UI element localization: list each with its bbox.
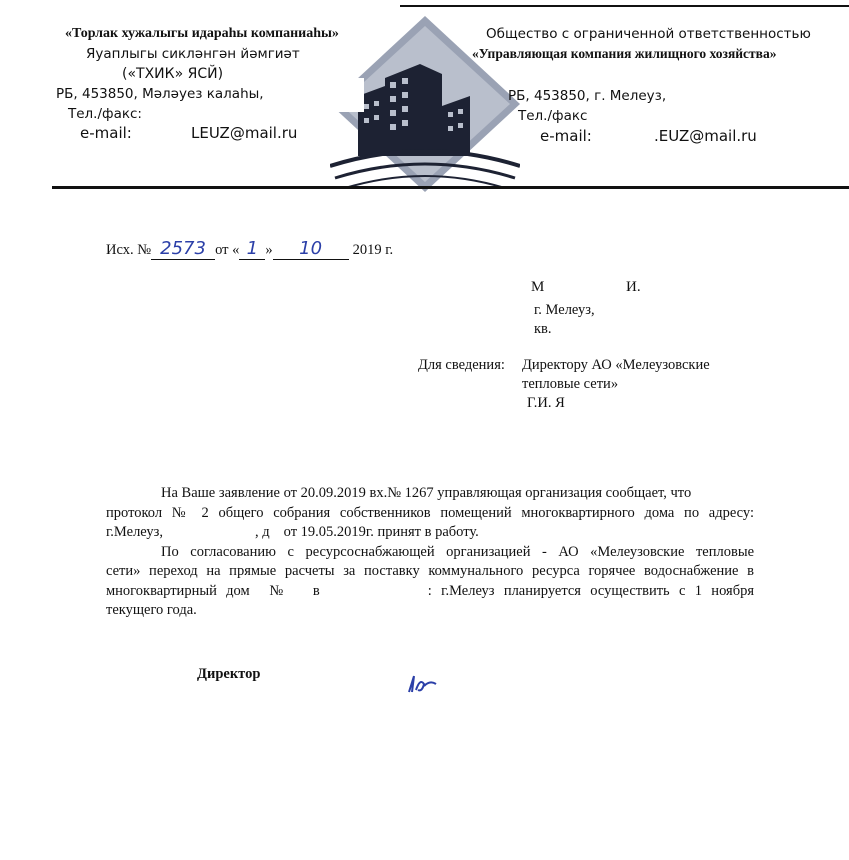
header-right-email-label: e-mail: bbox=[540, 127, 592, 145]
body-p2-line3: многоквартирный дом № в : г.Мелеуз планируется осуществить с 1 ноября bbox=[106, 582, 755, 599]
handwritten-signature bbox=[406, 672, 440, 696]
body-p2-line1: По согласованию с ресурсоснабжающей организацией - АО «Мелеузовские тепловые bbox=[161, 543, 754, 560]
header-right-company-line1: Общество с ограниченной ответственностью bbox=[486, 26, 811, 42]
recipient-name-end: И. bbox=[626, 279, 641, 295]
header-left-company-line2: Яуаплыгы сиклəнгəн йəмгиəт bbox=[86, 46, 300, 62]
outgoing-sep: » bbox=[265, 242, 273, 258]
for-info-line2: тепловые сети» bbox=[522, 376, 619, 392]
letter-body bbox=[106, 484, 754, 621]
recipient-name-initial: М bbox=[531, 279, 545, 295]
recipient-apartment: кв. bbox=[534, 321, 552, 337]
header-left-company-abbr: («ТХИК» ЯСЙ) bbox=[122, 66, 224, 82]
header-bottom-rule bbox=[52, 186, 849, 189]
for-info-line3: Г.И. Я bbox=[527, 395, 565, 411]
body-p1-line1: На Ваше заявление от 20.09.2019 вх.№ 1267 управляющая организация сообщает, что bbox=[161, 485, 692, 501]
header-right-phone-label: Тел./факс bbox=[518, 108, 588, 124]
header-right-company-line2: «Управляющая компания жилищного хозяйства» bbox=[472, 46, 777, 61]
body-p2-line2: сети» переход на прямые расчеты за поставку коммунального ресурса горячее водоснабжение в bbox=[106, 563, 754, 579]
header-left-phone-label: Тел./факс: bbox=[68, 106, 142, 122]
outgoing-number: 2573 bbox=[160, 238, 206, 259]
for-info-line1: Директору АО «Мелеузовские bbox=[522, 357, 710, 373]
signature-title: Директор bbox=[197, 666, 261, 682]
outgoing-year: 2019 г. bbox=[352, 242, 394, 258]
header-top-rule bbox=[400, 5, 849, 7]
redaction-box bbox=[318, 78, 364, 112]
outgoing-number-line bbox=[106, 238, 393, 260]
outgoing-month: 10 bbox=[299, 238, 323, 259]
body-p1-line2: протокол № 2 общего собрания собственников помещений многоквартирного дома по адресу: bbox=[106, 504, 754, 521]
body-p1-line3: г.Мелеуз, , д от 19.05.2019г. принят в работу. bbox=[106, 524, 479, 540]
header-left-company-line1: «Торлак хужалыгы идараhы компаниаhы» bbox=[65, 26, 339, 41]
outgoing-prefix: Исх. № bbox=[106, 242, 152, 258]
header-right-address: РБ, 453850, г. Мелеуз, bbox=[508, 88, 667, 104]
recipient-city: г. Мелеуз, bbox=[534, 302, 595, 318]
header-left-email-value: LEUZ@mail.ru bbox=[191, 124, 298, 142]
body-p2-line4: текущего года. bbox=[106, 602, 197, 618]
header-left-address: РБ, 453850, Мəлəуез калаhы, bbox=[56, 86, 264, 102]
outgoing-from: от « bbox=[215, 242, 240, 258]
header-left-email-label: e-mail: bbox=[80, 124, 132, 142]
header-right-email-value: .EUZ@mail.ru bbox=[654, 127, 757, 145]
outgoing-day: 1 bbox=[246, 238, 259, 259]
for-info-label: Для сведения: bbox=[418, 357, 505, 373]
